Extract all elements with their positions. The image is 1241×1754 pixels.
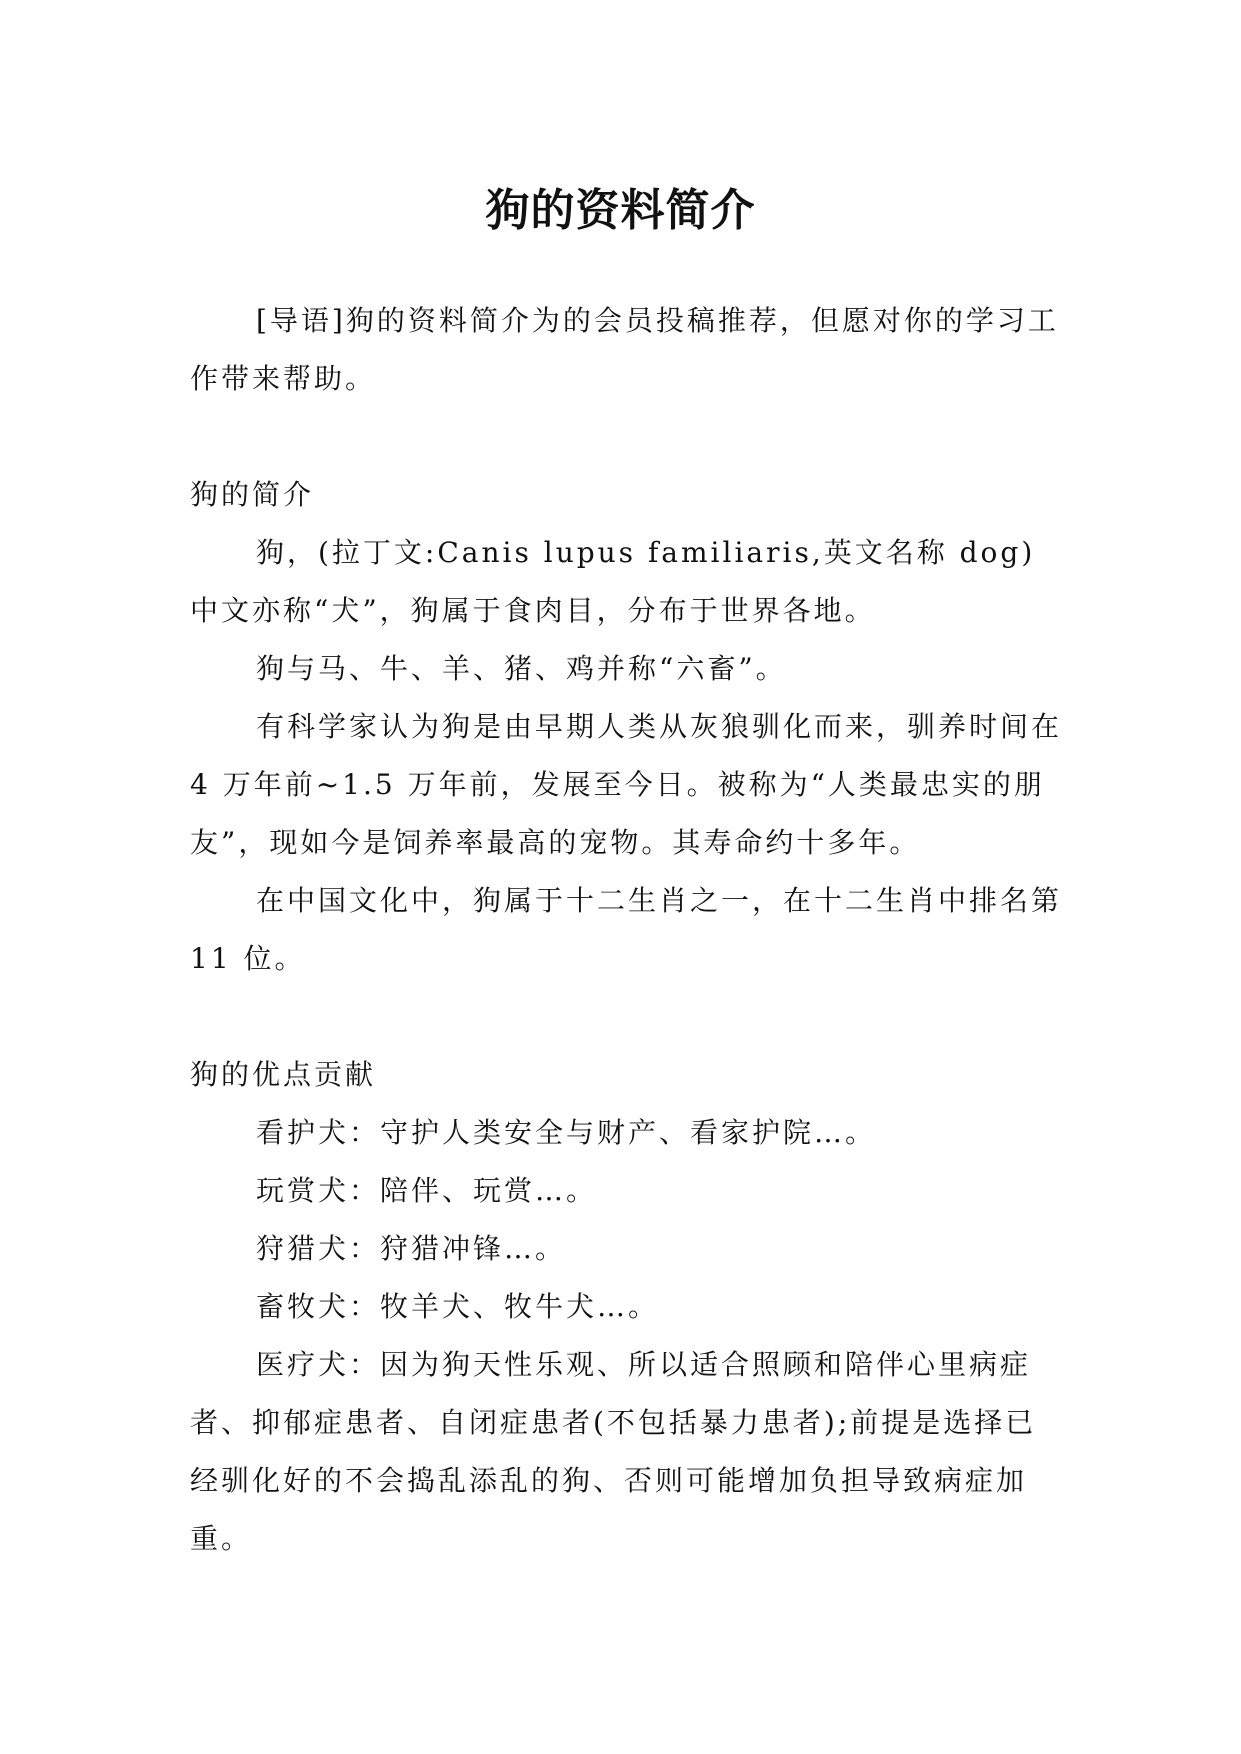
paragraph-latin-name: 狗，(拉丁文:Canis lupus familiaris,英文名称 dog)中文亦称“犬”，狗属于食肉目，分布于世界各地。 <box>190 536 1036 627</box>
spacer <box>190 408 1065 466</box>
document-body <box>190 292 1065 1568</box>
spacer <box>190 988 1065 1046</box>
paragraph-domestication: 有科学家认为狗是由早期人类从灰狼驯化而来，驯养时间在 4 万年前~1.5 万年前，发展至今日。被称为“人类最忠实的朋友”，现如今是饲养率最高的宠物。其寿命约十多年。 <box>190 710 1063 859</box>
paragraph-hunting-dog: 狩猎犬：狩猎冲锋…。 <box>256 1232 567 1265</box>
paragraph-guard-dog: 看护犬：守护人类安全与财产、看家护院…。 <box>256 1116 877 1149</box>
document-title: 狗的资料简介 <box>485 185 756 237</box>
paragraph-six-livestock: 狗与马、牛、羊、猪、鸡并称“六畜”。 <box>256 652 787 685</box>
paragraph-herding-dog: 畜牧犬：牧羊犬、牧牛犬…。 <box>256 1290 660 1323</box>
intro-paragraph: [导语]狗的资料简介为的会员投稿推荐，但愿对你的学习工作带来帮助。 <box>190 304 1059 395</box>
paragraph-companion-dog: 玩赏犬：陪伴、玩赏…。 <box>256 1174 598 1207</box>
section-heading-intro: 狗的简介 <box>190 478 315 511</box>
paragraph-zodiac: 在中国文化中，狗属于十二生肖之一，在十二生肖中排名第 11 位。 <box>190 884 1063 975</box>
section-heading-contributions: 狗的优点贡献 <box>190 1058 377 1091</box>
paragraph-therapy-dog: 医疗犬：因为狗天性乐观、所以适合照顾和陪伴心里病症者、抑郁症患者、自闭症患者(不包括暴力患者);前提是选择已经驯化好的不会捣乱添乱的狗、否则可能增加负担导致病症加重。 <box>190 1348 1037 1555</box>
